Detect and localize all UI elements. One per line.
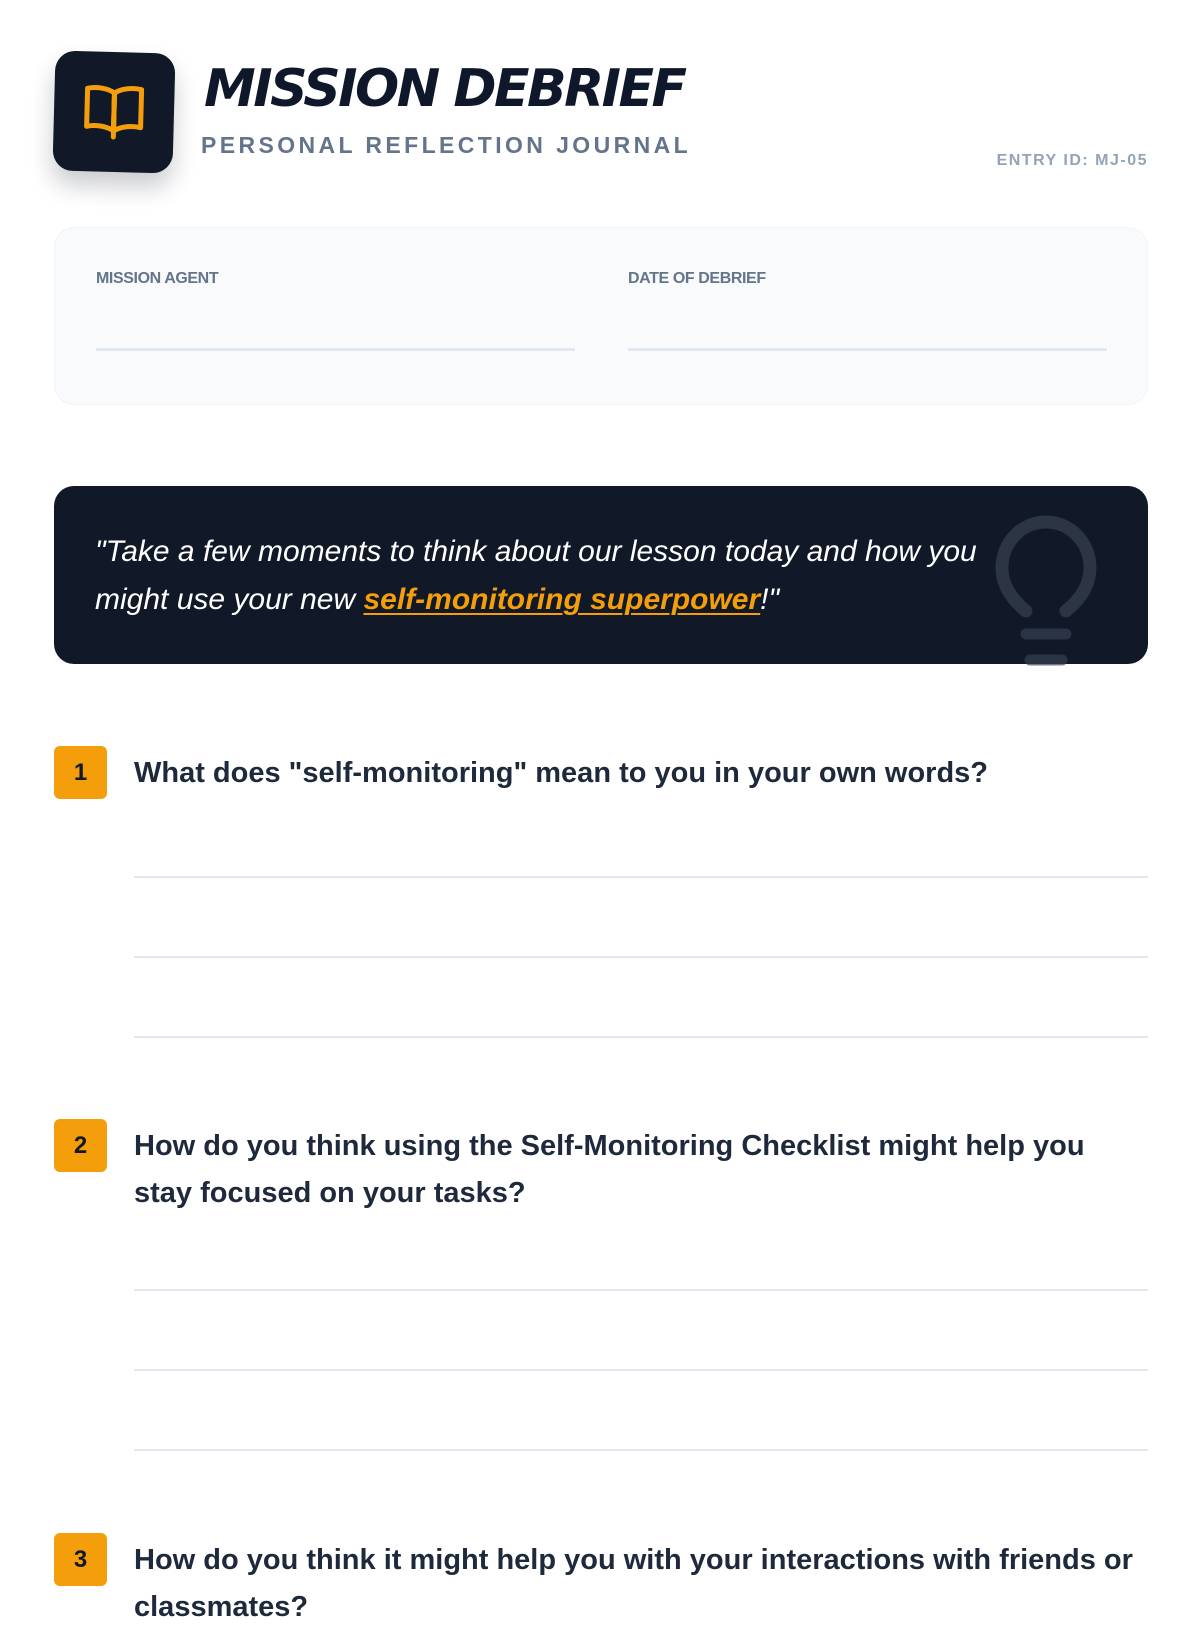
page-title: MISSION DEBRIEF	[204, 59, 685, 119]
answer-line[interactable]	[134, 1369, 1148, 1371]
question-1	[54, 746, 1148, 1046]
mission-agent-input-line[interactable]	[96, 348, 575, 351]
answer-line[interactable]	[134, 1036, 1148, 1038]
quote-highlight: self-monitoring superpower	[363, 583, 761, 616]
question-number-badge: 1	[54, 746, 107, 799]
entry-id: ENTRY ID: MJ-05	[996, 152, 1148, 169]
debrief-date-label: DATE OF DEBRIEF	[628, 270, 766, 287]
quote-card	[54, 486, 1148, 664]
question-text: What does "self-monitoring" mean to you in your own words?	[134, 757, 989, 789]
question-3	[54, 1533, 1148, 1633]
quote-text-end: !"	[760, 583, 780, 616]
header	[54, 52, 1148, 182]
question-number-badge: 3	[54, 1533, 107, 1586]
mission-agent-field	[96, 270, 575, 351]
answer-line[interactable]	[134, 1449, 1148, 1451]
agent-info-card	[54, 227, 1148, 405]
open-book-icon	[82, 82, 145, 142]
page-subtitle: PERSONAL REFLECTION JOURNAL	[201, 132, 692, 158]
mission-agent-label: MISSION AGENT	[96, 270, 219, 287]
question-2	[54, 1119, 1148, 1459]
quote-text-start: "Take a few moments to think about our lesson today and how you might use your new	[95, 535, 977, 616]
answer-line[interactable]	[134, 956, 1148, 958]
question-text: How do you think it might help you with your interactions with friends or classmates?	[134, 1544, 1133, 1623]
lightbulb-icon	[996, 516, 1096, 666]
quote-text	[95, 528, 1035, 624]
question-number-badge: 2	[54, 1119, 107, 1172]
logo	[52, 50, 175, 173]
answer-line[interactable]	[134, 1289, 1148, 1291]
answer-line[interactable]	[134, 876, 1148, 878]
debrief-date-field	[628, 270, 1107, 351]
debrief-date-input-line[interactable]	[628, 348, 1107, 351]
question-text: How do you think using the Self-Monitoring Checklist might help you stay focused on your tasks?	[134, 1130, 1085, 1209]
